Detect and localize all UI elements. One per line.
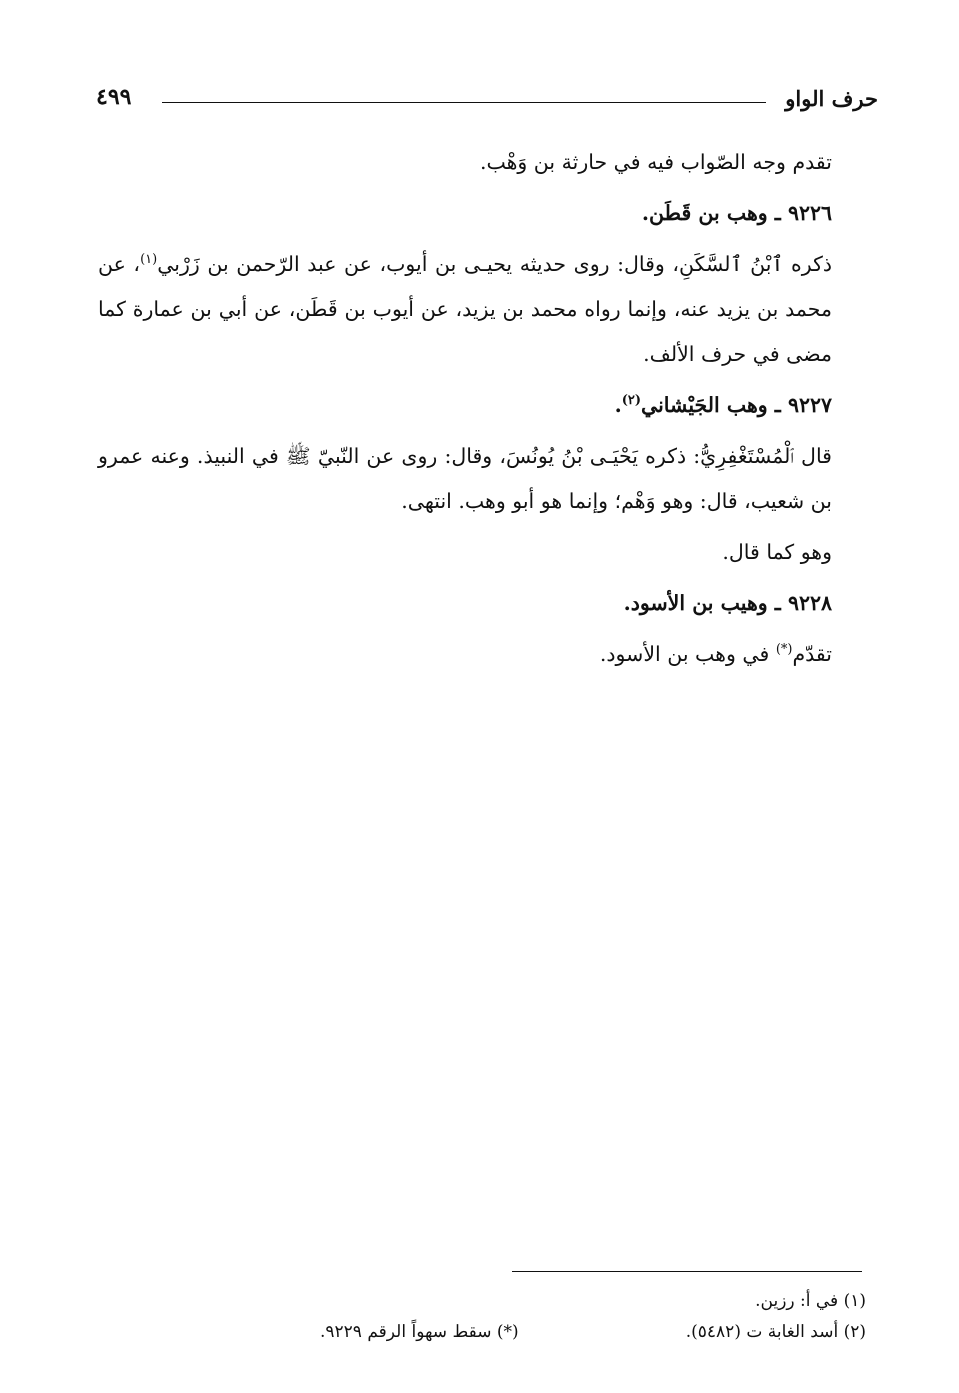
header-rule [162,102,766,103]
footnote-ref-star: (*) [775,642,793,657]
footnote-ref-1: (١) [140,252,158,267]
footnotes [300,1286,866,1348]
footnote-star-text: (*) سقط سهواً الرقم ٩٢٢٩. [320,1322,519,1342]
entry-heading-9227-tail: . [614,393,622,417]
entry-heading-9227-text: ٩٢٢٧ ـ وهب الجَيْشاني [641,393,832,417]
paragraph-2-tail: ، عن محمد بن يزيد عنه، وإنما رواه محمد بن يزيد، عن أيوب بن قَطَن، عن أبي بن عمارة كما مضى في حرف الألف. [98,252,832,366]
paragraph-3: قال ٱلْمُسْتَغْفِرِيُّ: ذكره يَحْيَـى بْنُ يُونُسَ، وقال: روى عن النّبيّ ﷺ في النبيذ. وعنه عمرو بن شعيب، قال: وهو وَهْم؛ وإنما هو أبو وهب. انتهى. [98,444,832,513]
footnote-1 [300,1286,866,1317]
paragraph-1: تقدم وجه الصّواب فيه في حارثة بن وَهْب. [479,150,832,174]
body-text [98,140,874,683]
footnote-rule [512,1271,862,1272]
footnote-2-text: (٢) أسد الغابة ت (٥٤٨٢). [685,1322,866,1342]
header-title: حرف الواو [785,86,878,111]
running-header [96,80,878,120]
paragraph-5-tail: في وهب بن الأسود. [599,642,776,666]
paragraph-5-text: تقدّم [792,642,832,666]
footnote-row-2 [300,1317,866,1348]
paragraph-4: وهو كما قال. [722,540,832,564]
entry-heading-9226: ٩٢٢٦ ـ وهب بن قَطَن. [641,201,832,225]
footnote-ref-2: (٢) [621,393,641,408]
footnote-1-text: (١) في أ: رزين. [755,1291,866,1311]
entry-heading-9227 [98,383,874,428]
paragraph-2-text: ذكره ٱبْنُ ٱلسَّكَنِ، وقال: روى حديثه يحيـى بن أيوب، عن عبد الرّحمن بن زَرْبي [157,252,832,276]
paragraph-2 [98,242,874,377]
entry-heading-9228: ٩٢٢٨ ـ وهيب بن الأسود. [623,591,832,615]
page-number: ٤٩٩ [96,84,132,110]
paragraph-5 [98,632,874,677]
